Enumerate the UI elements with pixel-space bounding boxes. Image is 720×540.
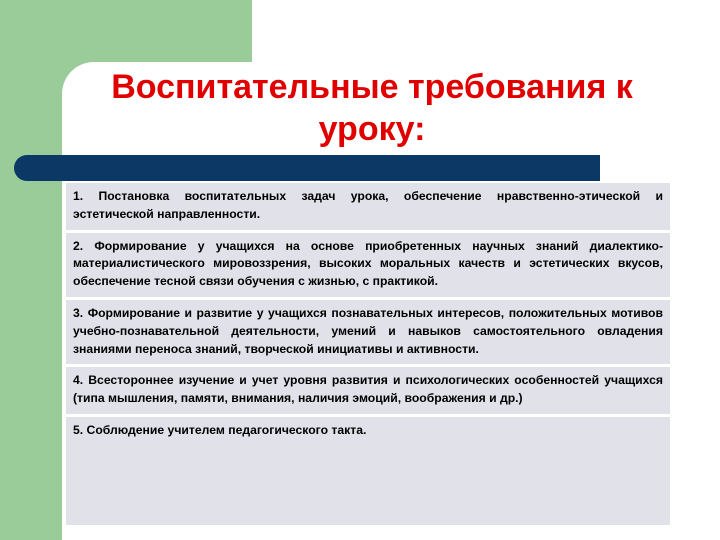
table-row: 5. Соблюдение учителем педагогического такта. xyxy=(66,417,670,525)
table-row: 4. Всестороннее изучение и учет уровня развития и психологических особенностей учащихся (типа мышления, памяти, внимания, наличия эмоций, воображения и др.) xyxy=(66,367,670,414)
table-row: 3. Формирование и развитие у учащихся познавательных интересов, положительных мотивов учебно-познавательной деятельности, умений и навыков самостоятельного овладения знаниями переноса знаний, творческой инициативы и активности. xyxy=(66,300,670,364)
slide-title: Воспитательные требования к уроку: xyxy=(111,68,633,148)
table-row: 2. Формирование у учащихся на основе приобретенных научных знаний диалектико-материалистического мировоззрения, высоких моральных качеств и эстетических вкусов, обеспечение тесной связи обучения с жизнью, с практикой. xyxy=(66,233,670,297)
requirements-table xyxy=(66,183,670,525)
table-row: 1. Постановка воспитательных задач урока, обеспечение нравственно-этической и эстетической направленности. xyxy=(66,183,670,230)
divider-bar xyxy=(14,155,600,181)
